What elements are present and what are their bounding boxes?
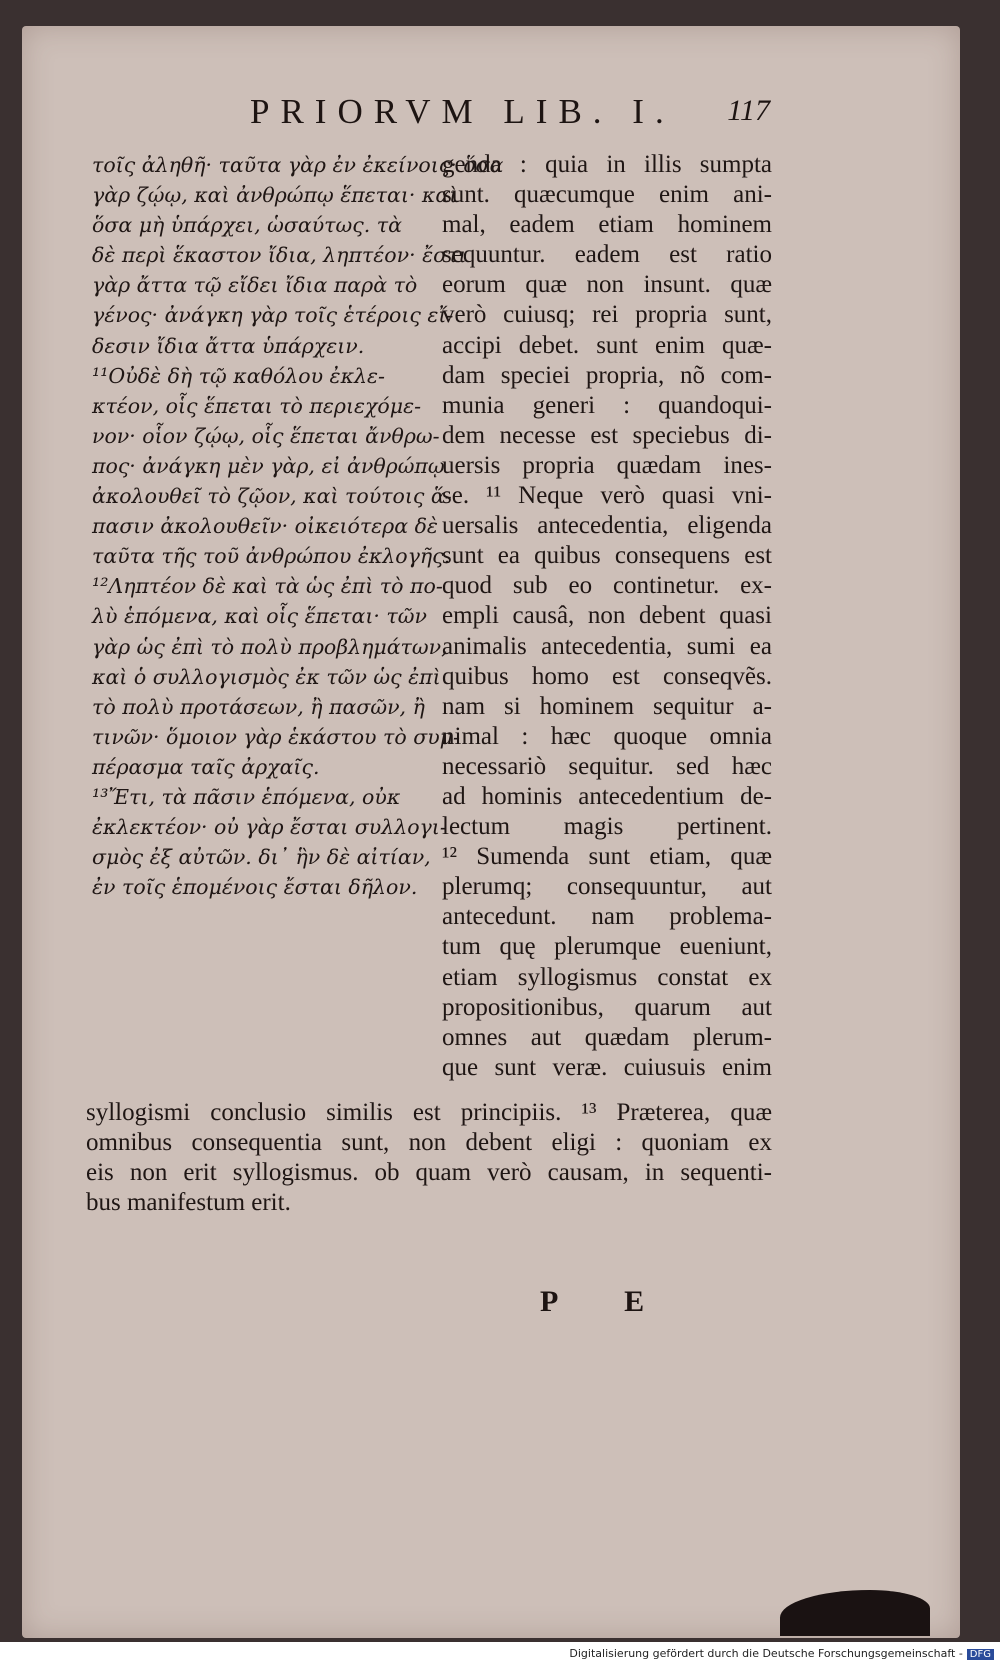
text-line: ὅσα μὴ ὑπάρχει, ὡσαύτως. τὰ [92, 213, 402, 238]
text-line: nimal : hæc quoque omnia [442, 722, 772, 750]
text-line: dam speciei propria, nõ com- [442, 361, 772, 389]
text-line: que sunt veræ. cuiusuis enim [442, 1053, 772, 1081]
text-line: munia generi : quandoqui- [442, 391, 772, 419]
text-line: πος· ἀνάγκη μὲν γὰρ, εἰ ἀνθρώπῳ [92, 453, 445, 478]
text-line: verò cuiusq; rei propria sunt, [442, 301, 772, 329]
text-line: quod sub eo continetur. ex- [442, 572, 772, 600]
text-line: omnibus consequentia sunt, non debent eligi : quoniam ex [86, 1129, 772, 1157]
text-line: κτέον, οἷς ἕπεται τὸ περιεχόμε- [92, 393, 421, 418]
text-line: plerumq; consequuntur, aut [442, 873, 772, 901]
text-line: bus manifestum erit. [86, 1189, 291, 1217]
text-line: eorum quæ non insunt. quæ [442, 271, 772, 299]
text-line: γὰρ ζῴῳ, καὶ ἀνθρώπῳ ἕπεται· καὶ [92, 183, 458, 208]
text-line: ταῦτα τῆς τοῦ ἀνθρώπου ἐκλογῆς. [92, 544, 451, 569]
text-line: syllogismi conclusio similis est principiis. ¹³ Præterea, quæ [86, 1099, 772, 1126]
text-line: ἐκλεκτέον· οὐ γὰρ ἔσται συλλογι- [92, 815, 447, 840]
text-line: τὸ πολὺ προτάσεων, ἢ πασῶν, ἢ [92, 694, 425, 719]
text-line: γένος· ἀνάγκη γὰρ τοῖς ἑτέροις εἴ- [92, 303, 454, 328]
text-line: genda : quia in illis sumpta [442, 151, 772, 178]
text-line: sunt ea quibus consequens est [442, 542, 772, 570]
dfg-logo: DFG [967, 1649, 994, 1660]
text-line: nam si hominem sequitur a- [442, 692, 772, 720]
text-line: quibus homo est conseqvẽs. [442, 662, 772, 690]
text-line: νον· οἷον ζῴῳ, οἷς ἕπεται ἄνθρω- [92, 423, 440, 448]
text-line: δὲ περὶ ἕκαστον ἴδια, ληπτέον· ἔστι [92, 243, 467, 268]
text-line: καὶ ὁ συλλογισμὸς ἐκ τῶν ὡς ἐπὶ [92, 664, 441, 689]
text-line: omnes aut quædam plerum- [442, 1023, 772, 1051]
text-line: ¹²Ληπτέον δὲ καὶ τὰ ὡς ἐπὶ τὸ πο- [92, 574, 443, 599]
running-title: PRIORVM LIB. I. [250, 92, 675, 131]
bottom-paragraph [86, 1098, 772, 1218]
text-line: τοῖς ἀληθῆ· ταῦτα γὰρ ἐν ἐκείνοις· ὅσα [92, 153, 504, 177]
footer-text: Digitalisierung gefördert durch die Deutsche Forschungsgemeinschaft - [569, 1647, 963, 1660]
page-number: 117 [727, 94, 770, 127]
text-line: πασιν ἀκολουθεῖν· οἰκειότερα δὲ [92, 514, 438, 539]
text-line: necessariò sequitur. sed hæc [442, 752, 772, 780]
text-line: lectum magis pertinent. [442, 813, 772, 841]
text-line: ad hominis antecedentium de- [442, 782, 772, 810]
text-line: empli causâ, non debent quasi [442, 602, 772, 630]
text-line: se. ¹¹ Neque verò quasi vni- [442, 482, 772, 510]
text-line: τινῶν· ὅμοιον γὰρ ἑκάστου τὸ συμ- [92, 724, 460, 749]
text-line: ¹² Sumenda sunt etiam, quæ [442, 843, 772, 871]
text-line: sunt. quæcumque enim ani- [442, 181, 772, 209]
text-line: λὺ ἑπόμενα, καὶ οἷς ἕπεται· τῶν [92, 604, 427, 629]
page-header [250, 92, 770, 142]
text-line: πέρασμα ταῖς ἀρχαῖς. [92, 754, 320, 779]
text-line: δεσιν ἴδια ἄττα ὑπάρχειν. [92, 333, 365, 358]
text-line: dem necesse est speciebus di- [442, 421, 772, 449]
text-line: antecedunt. nam problema- [442, 903, 772, 931]
text-line: animalis antecedentia, sumi ea [442, 632, 772, 660]
greek-column [92, 150, 504, 902]
text-line: σμὸς ἐξ αὐτῶν. δι᾽ ἣν δὲ αἰτίαν, [92, 845, 431, 870]
text-line: eis non erit syllogismus. ob quam verò causam, in sequenti- [86, 1159, 772, 1187]
printer-signature: P E [540, 1285, 675, 1318]
latin-column [442, 150, 772, 1083]
text-line: accipi debet. sunt enim quæ- [442, 331, 772, 359]
text-line: etiam syllogismus constat ex [442, 963, 772, 991]
text-line: ¹¹Οὐδὲ δὴ τῷ καθόλου ἐκλε- [92, 363, 385, 388]
text-line: ἐν τοῖς ἑπομένοις ἔσται δῆλον. [92, 875, 418, 900]
text-line: uersalis antecedentia, eligenda [442, 512, 772, 540]
text-line: propositionibus, quarum aut [442, 993, 772, 1021]
text-line: ἀκολουθεῖ τὸ ζῷον, καὶ τούτοις ἅ- [92, 484, 452, 509]
text-line: uersis propria quædam ines- [442, 451, 772, 479]
digitization-footer [569, 1647, 994, 1660]
text-line: sequuntur. eadem est ratio [442, 241, 772, 269]
text-line: γὰρ ἄττα τῷ εἴδει ἴδια παρὰ τὸ [92, 273, 418, 298]
text-line: tum quę plerumque eueniunt, [442, 933, 772, 961]
text-line: γὰρ ὡς ἐπὶ τὸ πολὺ προβλημάτων, [92, 634, 448, 659]
text-line: ¹³Ἔτι, τὰ πᾶσιν ἑπόμενα, οὐκ [92, 784, 401, 809]
text-line: mal, eadem etiam hominem [442, 211, 772, 239]
